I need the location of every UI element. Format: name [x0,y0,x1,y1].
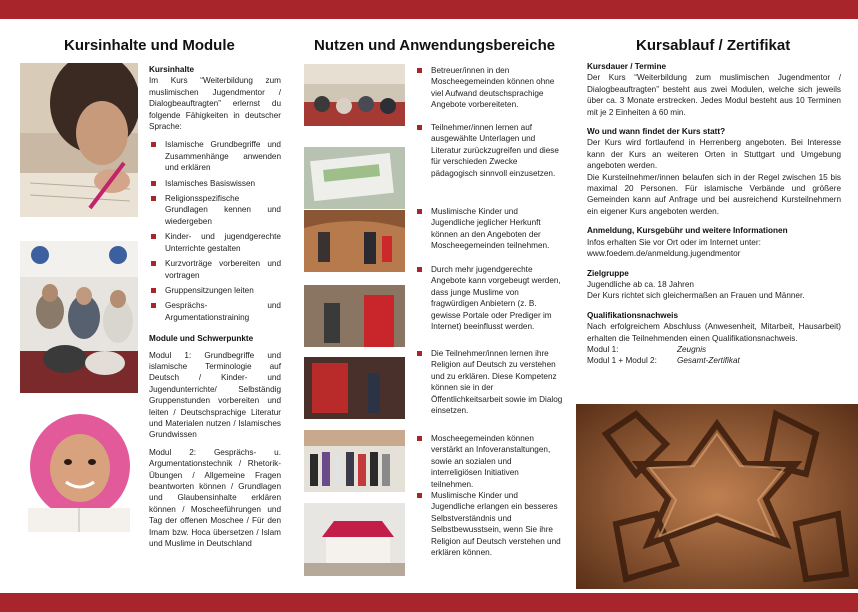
photo-carved-wood-ornament [576,404,858,589]
certificate-module: Modul 1: [587,344,619,354]
certificate-row [587,344,841,355]
target-group-age: Jugendliche ab ca. 18 Jahren [587,279,694,289]
certificate-row [587,355,841,366]
photo-prayer-gathering [20,241,138,393]
target-group-heading: Zielgruppe [587,268,629,278]
list-item: Gesprächs- und Argumentationstraining [149,300,281,323]
course-contents-heading: Kursinhalte [149,65,195,74]
right-column-title: Kursablauf / Zertifikat [636,37,791,54]
target-group-text: Der Kurs richtet sich gleichermaßen an Frauen und Männer. [587,291,805,301]
photo-info-stand [304,285,405,347]
photo-presentation-screen [304,147,405,209]
left-text-block [149,64,281,549]
registration-heading: Anmeldung, Kursgebühr und weitere Informationen [587,226,788,236]
registration-url[interactable]: www.foedem.de/anmeldung.jugendmentor [587,249,741,259]
qualification-text: Nach erfolgreichem Abschluss (Anwesenheit, Mitarbeit, Hausarbeit) erhalten die Teilnehmenden einen Qualifikationsnachweis. [587,322,841,343]
photo-group-picture [304,430,405,492]
benefit-item: Betreuer/innen in den Moscheegemeinden können ohne viel Aufwand deutschsprachige Angebote vorbereiteten. [417,65,563,111]
photo-event-speakers [304,210,405,272]
benefit-item: Teilnehmer/innen lernen auf ausgewählte Unterlagen und Literatur zurückzugreifen und diese für verschieden Zwecke pädagogisch sinnvoll einzusetzen. [417,122,563,179]
left-column-title: Kursinhalte und Module [64,37,235,54]
certificate-module: Modul 1 + Modul 2: [587,356,657,366]
duration-text: Der Kurs “Weiterbildung zum muslimischen Jugendmentor / Dialogbeauftragten” besteht aus zwei Modulen, welche sich jeweils über ca. 3 Monate erstrecken. Jedes Modul besteht aus 10 Terminen mit je 2 Einheiten à 60 min. [587,73,841,117]
list-item: Kurzvorträge vorbereiten und vortragen [149,258,281,281]
location-heading: Wo und wann findet der Kurs statt? [587,127,726,137]
photo-outdoor-tent [304,503,405,576]
course-contents-intro: Im Kurs “Weiterbildung zum muslimischen Jugendmentor / Dialogbeauftragten” erlernst du folgende Fähigkeiten in deutscher Sprache: [149,76,281,132]
benefit-item: Moscheegemeinden können verstärkt an Infoveranstaltungen, sowie an sozialen und interreligiösen Initiativen teilnehmen. [417,433,563,490]
list-item: Kinder- und jugendgerechte Unterrichte gestalten [149,231,281,254]
photo-girl-reading [20,414,138,532]
list-item: Gruppensitzungen leiten [149,285,281,296]
top-accent-bar [0,0,858,19]
list-item: Religionsspezifische Grundlagen kennen und wiedergeben [149,193,281,227]
certificate-award: Gesamt-Zertifikat [677,356,740,366]
module-1-text: Modul 1: Grundbegriffe und islamische Terminologie auf Deutsch / Kinder- und Jugendunterrichte/ Selbständig Gruppenstunden vorbereiten und leiten / Deutschsprachige Literatur und Materialen nutzen / Islamisches Grundwissen [149,350,281,440]
right-text-block [587,61,841,375]
list-item: Islamische Grundbegriffe und Zusammenhänge anwenden und erklären [149,139,281,173]
module-2-text: Modul 2: Gesprächs- u. Argumentationstechnik / Rhetorik-Übungen / Allgemeine Fragen beantworten können / Grundlagen und Glaubensinhalte erklären können / Moscheeführungen und Tag der offenen Moschee / Für den Imam bzw. Hoca übersetzen / Islam und Muslime in Deutschland [149,447,281,549]
qualification-heading: Qualifikationsnachweis [587,310,678,320]
photo-banner-talk [304,357,405,419]
photo-student-writing [20,63,138,217]
photo-mosque-class [304,64,405,126]
list-item: Islamisches Basiswissen [149,178,281,189]
benefit-item: Muslimische Kinder und Jugendliche erlangen ein besseres Selbstverständnis und Selbstbewusstsein, wenn Sie ihre Religion auf Deutsch verstehen und erklären können. [417,490,563,558]
registration-text: Infos erhalten Sie vor Ort oder im Internet unter: [587,237,761,247]
bottom-accent-bar [0,593,858,612]
location-text-1: Der Kurs wird fortlaufend in Herrenberg angeboten. Bei Interesse kann der Kurs an weiteren Orten in Stuttgart und Umgebung angeboten werden. [587,138,841,171]
benefit-item: Muslimische Kinder und Jugendliche jeglicher Herkunft können an den Angeboten der Moscheegemeinden teilnehmen. [417,206,563,252]
middle-column-title: Nutzen und Anwendungsbereiche [314,37,556,54]
certificate-award: Zeugnis [677,344,707,354]
benefit-item: Durch mehr jugendgerechte Angebote kann vorgebeugt werden, dass junge Muslime von fragwürdigen Anbietern (z. B. gewisse Portale oder Prediger im Internet) beeinflusst werden. [417,264,563,332]
location-text-2: Die Kursteilnehmer/innen belaufen sich in der Regel zwischen 15 bis maximal 20 Personen. Für islamische Verbände und größere Gemeinden kann auf Anfrage und bei ausreichend Kursteilnehmern ein eigener Kurs angeboten werden. [587,172,841,216]
skills-list [149,139,281,323]
benefit-item: Die Teilnehmer/innen lernen ihre Religion auf Deutsch zu verstehen und zu erklären. Diese Kompetenz können sie in der Öffentlichkeitsarbeit sowie im Dialog einsetzen. [417,348,563,416]
duration-heading: Kursdauer / Termine [587,62,667,71]
modules-heading: Module und Schwerpunkte [149,334,254,344]
